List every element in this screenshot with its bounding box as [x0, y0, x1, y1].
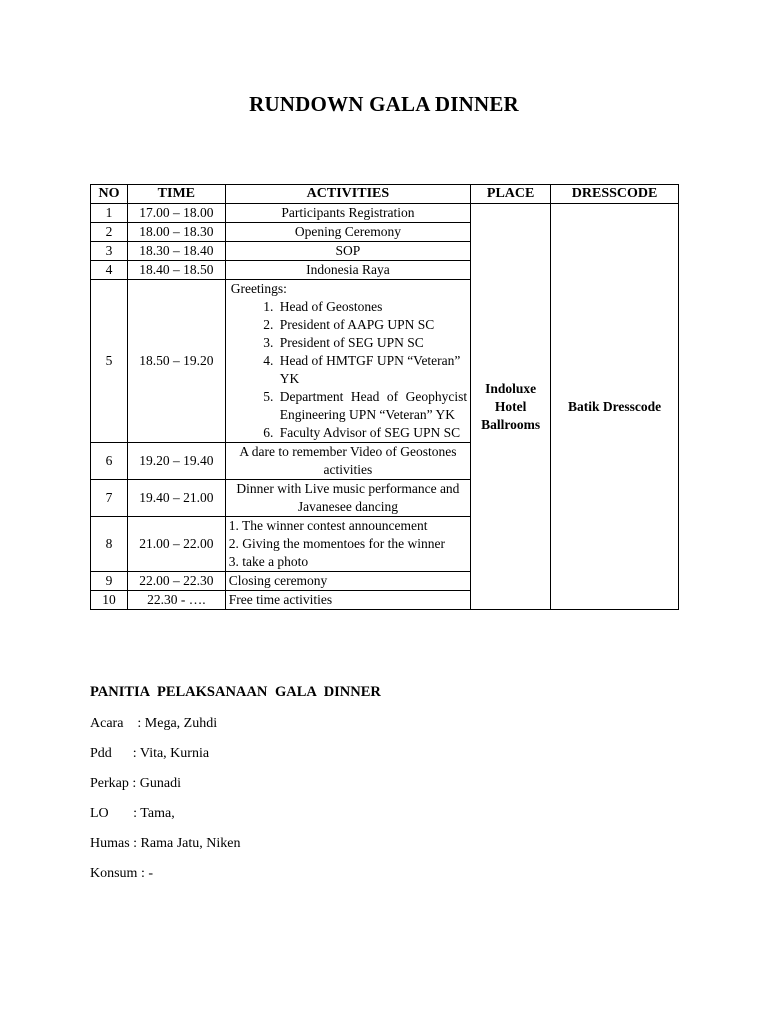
list-item: 1. Head of Geostones [277, 298, 467, 316]
cell-time: 17.00 – 18.00 [127, 204, 225, 223]
cell-no: 5 [91, 280, 128, 443]
header-dresscode: DRESSCODE [551, 185, 679, 204]
cell-no: 9 [91, 572, 128, 591]
committee-line: LO : Tama, [90, 806, 175, 821]
cell-activity: Opening Ceremony [225, 223, 470, 242]
header-place: PLACE [471, 185, 551, 204]
cell-time: 18.30 – 18.40 [127, 242, 225, 261]
cell-no: 7 [91, 480, 128, 517]
cell-activity [225, 280, 470, 443]
activity-line: 3. take a photo [228, 554, 309, 569]
list-item: 3. President of SEG UPN SC [277, 334, 467, 352]
cell-time: 19.40 – 21.00 [127, 480, 225, 517]
committee-line: Perkap : Gunadi [90, 776, 181, 791]
place-text: Indoluxe Hotel Ballrooms [481, 380, 541, 432]
cell-activity: Free time activities [225, 591, 470, 610]
committee-line: Konsum : - [90, 866, 153, 881]
activity-line: 2. Giving the momentoes for the winner [228, 536, 446, 551]
cell-time: 18.40 – 18.50 [127, 261, 225, 280]
cell-dresscode: Batik Dresscode [551, 204, 679, 610]
committee-line: Acara : Mega, Zuhdi [90, 716, 218, 731]
cell-no: 6 [91, 443, 128, 480]
cell-no: 1 [91, 204, 128, 223]
cell-activity: Participants Registration [225, 204, 470, 223]
cell-activity: SOP [225, 242, 470, 261]
greetings-heading: Greetings: [230, 281, 287, 296]
committee-line: Pdd : Vita, Kurnia [90, 746, 210, 761]
header-no: NO [91, 185, 128, 204]
cell-activity: Indonesia Raya [225, 261, 470, 280]
list-item: 6. Faculty Advisor of SEG UPN SC [277, 424, 467, 442]
cell-time: 21.00 – 22.00 [127, 517, 225, 572]
greetings-list [229, 298, 467, 442]
cell-no: 2 [91, 223, 128, 242]
cell-activity: Dinner with Live music performance and Javanesee dancing [225, 480, 470, 517]
cell-time: 19.20 – 19.40 [127, 443, 225, 480]
cell-activity: Closing ceremony [225, 572, 470, 591]
activity-line: 1. The winner contest announcement [228, 518, 428, 533]
committee-section [90, 684, 690, 895]
cell-place [471, 204, 551, 610]
table-header-row [91, 185, 679, 204]
table-row [91, 204, 679, 223]
cell-no: 10 [91, 591, 128, 610]
list-item: 4. Head of HMTGF UPN “Veteran” YK [277, 352, 467, 388]
page-title: RUNDOWN GALA DINNER [249, 92, 519, 116]
committee-line: Humas : Rama Jatu, Niken [90, 836, 241, 851]
list-item: 5. Department Head of Geophycist Engineering UPN “Veteran” YK [277, 388, 467, 424]
cell-no: 4 [91, 261, 128, 280]
cell-no: 8 [91, 517, 128, 572]
cell-time: 18.50 – 19.20 [127, 280, 225, 443]
header-activities: ACTIVITIES [225, 185, 470, 204]
cell-activity [225, 517, 470, 572]
committee-heading: PANITIA PELAKSANAAN GALA DINNER [90, 684, 381, 700]
header-time: TIME [127, 185, 225, 204]
cell-activity: A dare to remember Video of Geostones activities [225, 443, 470, 480]
cell-no: 3 [91, 242, 128, 261]
list-item: 2. President of AAPG UPN SC [277, 316, 467, 334]
cell-time: 22.30 - …. [127, 591, 225, 610]
cell-time: 18.00 – 18.30 [127, 223, 225, 242]
rundown-table [90, 184, 679, 610]
cell-time: 22.00 – 22.30 [127, 572, 225, 591]
